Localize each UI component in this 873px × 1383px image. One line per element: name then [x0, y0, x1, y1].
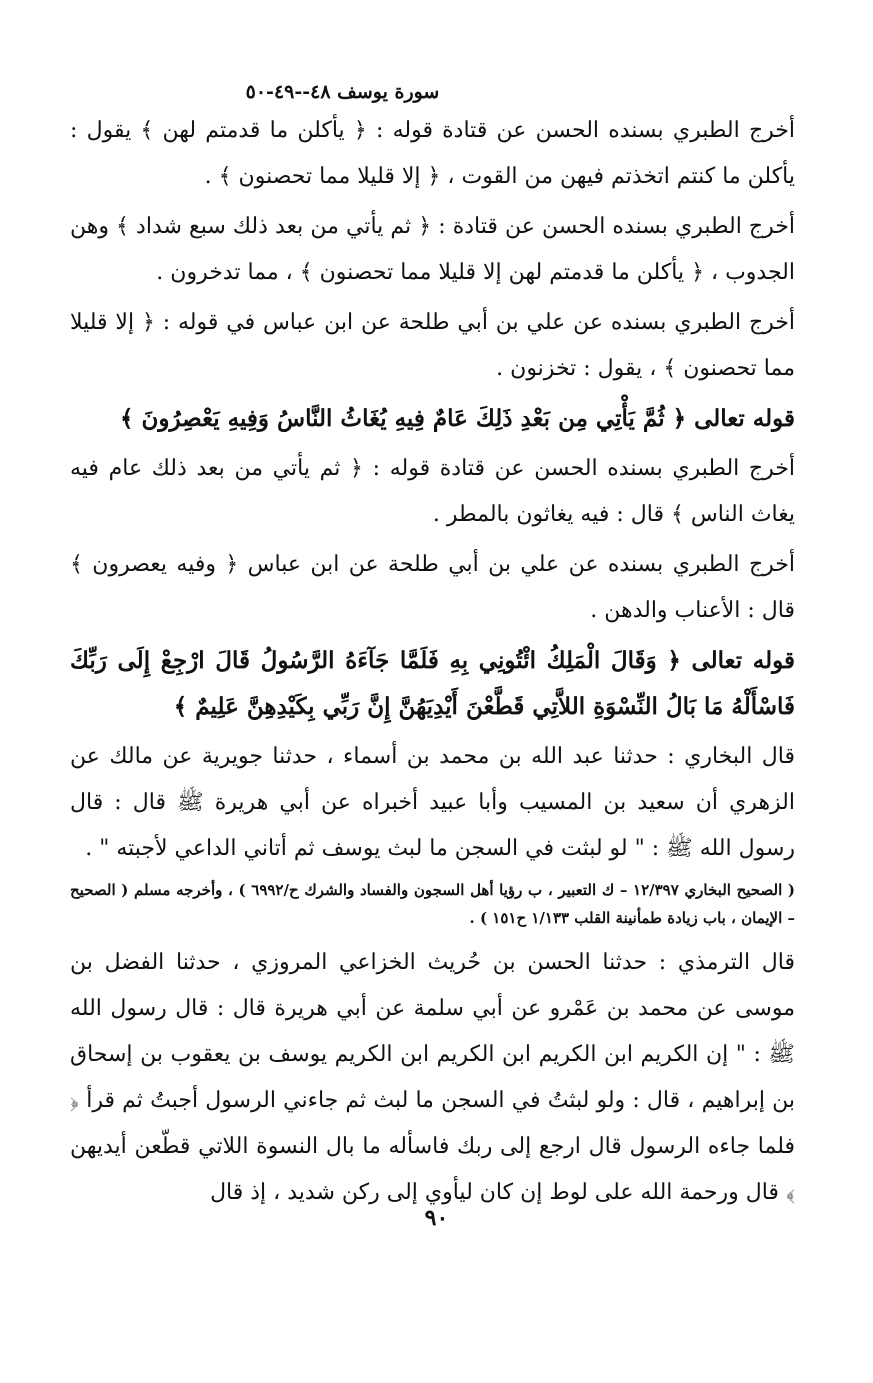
verse-heading-49: قوله تعالى ﴿ ثُمَّ يَأْتِي مِن بَعْدِ ذَلِكَ عَامٌ فِيهِ يُغَاثُ النَّاسُ وَفِيهِ يَعْصِرُونَ ﴾ [120, 405, 795, 432]
verse-heading-50: قوله تعالى ﴿ وَقَالَ الْمَلِكُ ائْتُونِي بِهِ فَلَمَّا جَآءَهُ الرَّسُولُ قَالَ ارْجِعْ إِلَى رَبِّكَ فَاسْأَلْهُ مَا بَالُ النِّسْوَةِ اللاَّتِي قَطَّعْنَ أَيْدِيَهُنَّ إِنَّ رَبِّي بِكَيْدِهِنَّ عَلِيمٌ ﴾ [70, 647, 795, 720]
footnote-citation: ( الصحيح البخاري ١٢/٣٩٧ – ك التعبير ، ب رؤيا أهل السجون والفساد والشرك ح/٦٩٩٢ ) ، وأخرجه مسلم ( الصحيح – الإيمان ، باب زيادة طمأنينة القلب ١/١٣٣ ح١٥١ ) . [70, 881, 795, 927]
running-header: سورة يوسف ٤٨--٤٩-٥٠ [245, 81, 440, 103]
paragraph-tabari-ibn-abbas-2: أخرج الطبري بسنده عن علي بن أبي طلحة عن ابن عباس ﴿ وفيه يعصرون ﴾ قال : الأعناب والدهن . [70, 552, 795, 623]
paragraph-tabari-qatada-3: أخرج الطبري بسنده الحسن عن قتادة قوله : ﴿ ثم يأتي من بعد ذلك عام فيه يغاث الناس ﴾ قال : فيه يغاثون بالمطر . [70, 456, 795, 527]
paragraph-tirmidhi: قال الترمذي : حدثنا الحسن بن حُريث الخزاعي المروزي ، حدثنا الفضل بن موسى عن محمد بن عَمْرو عن أبي سلمة عن أبي هريرة قال : قال رسول الله ﷺ : " إن الكريم ابن الكريم ابن الكريم ابن الكريم يوسف بن يعقوب بن إسحاق بن إبراهيم ، قال : ولو لبثتُ في السجن ما لبث ثم جاءني الرسول أجبتُ ثم قرأ ﴿ فلما جاءه الرسول قال ارجع إلى ربك فاسأله ما بال النسوة اللاتي قطّعن أيديهن ﴾ قال ورحمة الله على لوط إن كان ليأوي إلى ركن شديد ، إذ قال [70, 950, 795, 1205]
paragraph-tabari-ibn-abbas: أخرج الطبري بسنده عن علي بن أبي طلحة عن ابن عباس في قوله : ﴿ إلا قليلا مما تحصنون ﴾ ، يقول : تخزنون . [70, 310, 795, 381]
paragraph-tabari-qatada-1: أخرج الطبري بسنده الحسن عن قتادة قوله : ﴿ يأكلن ما قدمتم لهن ﴾ يقول : يأكلن ما كنتم اتخذتم فيهن من القوت ، ﴿ إلا قليلا مما تحصنون ﴾ . [70, 118, 795, 189]
paragraph-tabari-qatada-2: أخرج الطبري بسنده الحسن عن قتادة : ﴿ ثم يأتي من بعد ذلك سبع شداد ﴾ وهن الجدوب ، ﴿ يأكلن ما قدمتم لهن إلا قليلا مما تحصنون ﴾ ، مما تدخرون . [70, 214, 795, 285]
paragraph-bukhari: قال البخاري : حدثنا عبد الله بن محمد بن أسماء ، حدثنا جويرية عن مالك عن الزهري أن سعيد بن المسيب وأبا عبيد أخبراه عن أبي هريرة ﷺ قال : قال رسول الله ﷺ : " لو لبثت في السجن ما لبث يوسف ثم أتاني الداعي لأجبته " . [70, 744, 795, 861]
page-content [70, 78, 795, 1343]
page-number: ٩٠ [424, 1205, 449, 1231]
